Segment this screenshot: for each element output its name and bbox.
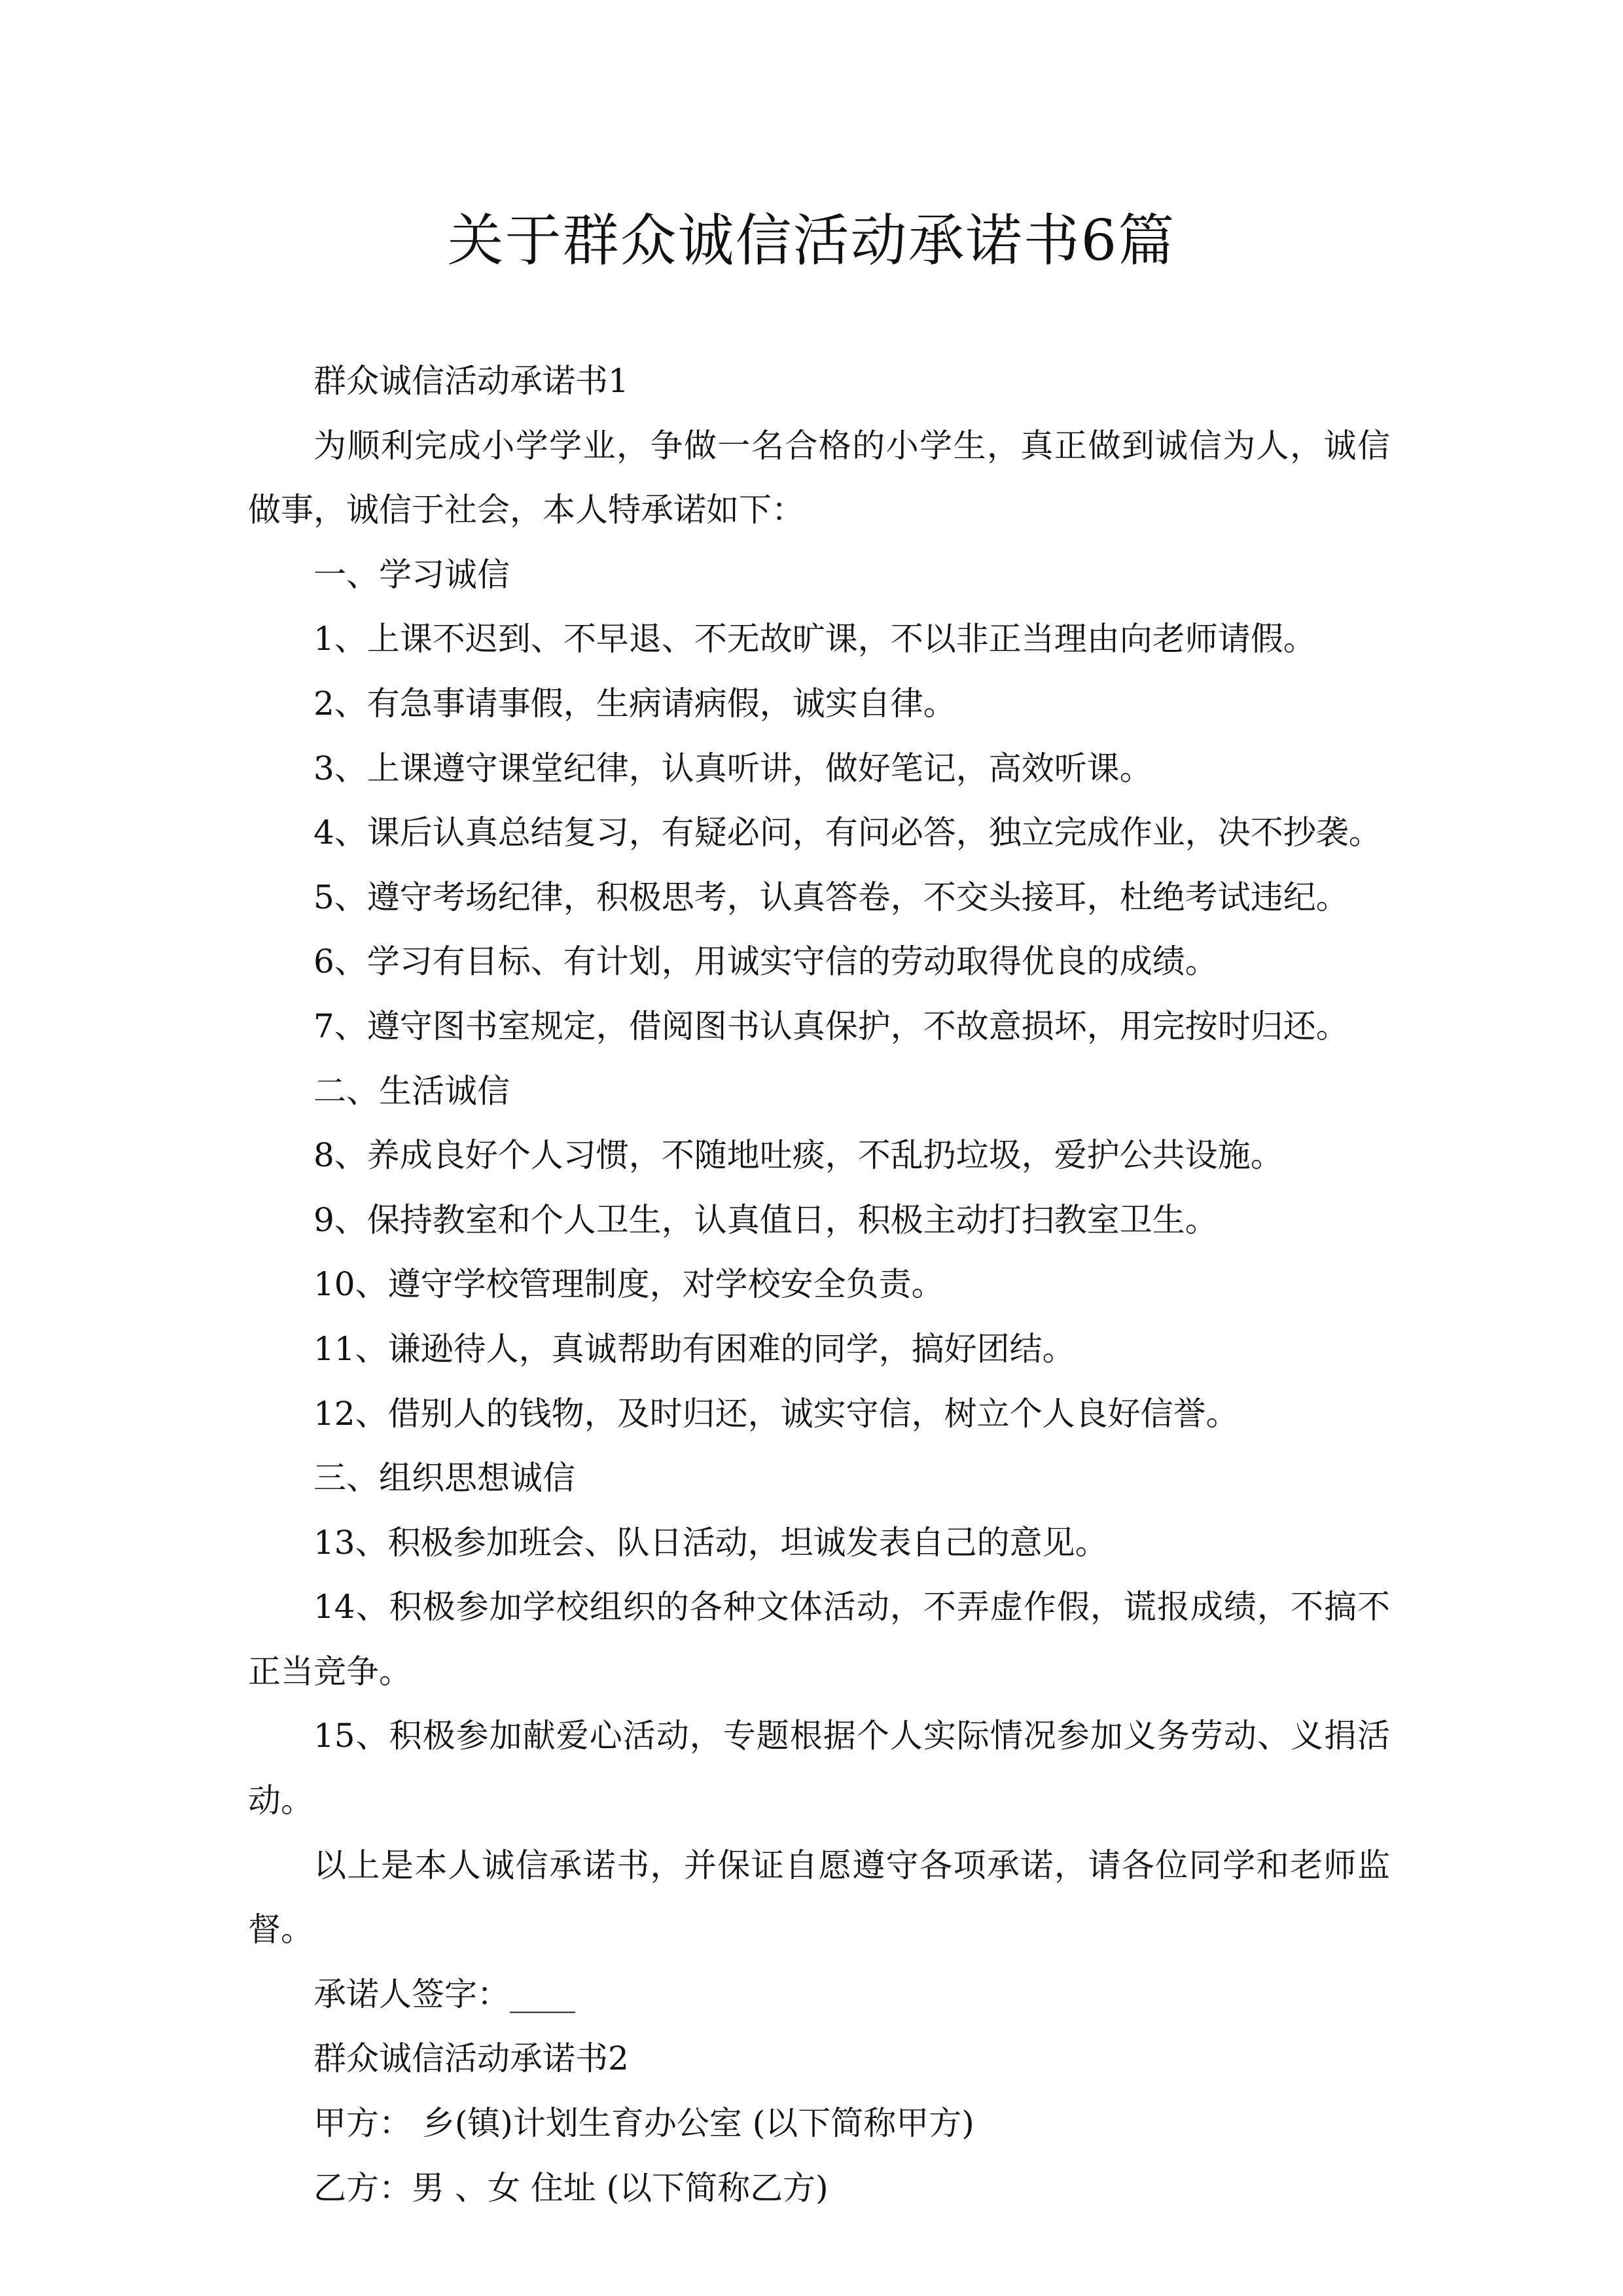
paragraph: 10、遵守学校管理制度，对学校安全负责。 bbox=[313, 1265, 944, 1304]
paragraph: 甲方： 乡(镇)计划生育办公室 (以下简称甲方) bbox=[313, 2104, 974, 2143]
paragraph: 1、上课不迟到、不早退、不无故旷课，不以非正当理由向老师请假。 bbox=[313, 620, 1316, 658]
paragraph: 12、借别人的钱物，及时归还，诚实守信，树立个人良好信誉。 bbox=[313, 1394, 1239, 1433]
paragraph: 二、生活诚信 bbox=[313, 1071, 510, 1110]
paragraph: 15、积极参加献爱心活动，专题根据个人实际情况参加义务劳动、义捐活动。 bbox=[248, 1717, 1390, 1820]
paragraph: 群众诚信活动承诺书1 bbox=[313, 362, 629, 400]
paragraph: 群众诚信活动承诺书2 bbox=[313, 2039, 629, 2078]
paragraph: 4、课后认真总结复习，有疑必问，有问必答，独立完成作业，决不抄袭。 bbox=[313, 814, 1382, 852]
paragraph: 2、有急事请事假，生病请病假，诚实自律。 bbox=[313, 684, 956, 723]
document-title: 关于群众诚信活动承诺书6篇 bbox=[447, 208, 1176, 274]
paragraph: 以上是本人诚信承诺书，并保证自愿遵守各项承诺，请各位同学和老师监督。 bbox=[248, 1846, 1390, 1949]
paragraph: 为顺利完成小学学业，争做一名合格的小学生，真正做到诚信为人，诚信做事，诚信于社会，本人特承诺如下： bbox=[248, 426, 1390, 529]
paragraph: 11、谦逊待人，真诚帮助有困难的同学，搞好团结。 bbox=[313, 1329, 1075, 1368]
paragraph: 13、积极参加班会、队日活动，坦诚发表自己的意见。 bbox=[313, 1523, 1108, 1562]
paragraph: 三、组织思想诚信 bbox=[313, 1459, 575, 1498]
paragraph: 14、积极参加学校组织的各种文体活动，不弄虚作假，谎报成绩，不搞不正当竞争。 bbox=[248, 1588, 1390, 1691]
paragraph: 3、上课遵守课堂纪律，认真听讲，做好笔记，高效听课。 bbox=[313, 749, 1152, 787]
paragraph: 9、保持教室和个人卫生，认真值日，积极主动打扫教室卫生。 bbox=[313, 1200, 1218, 1239]
paragraph: 5、遵守考场纪律，积极思考，认真答卷，不交头接耳，杜绝考试违纪。 bbox=[313, 878, 1349, 916]
paragraph: 乙方：男 、女 住址 (以下简称乙方) bbox=[313, 2168, 829, 2207]
paragraph: 7、遵守图书室规定，借阅图书认真保护，不故意损坏，用完按时归还。 bbox=[313, 1007, 1349, 1045]
paragraph: 6、学习有目标、有计划，用诚实守信的劳动取得优良的成绩。 bbox=[313, 942, 1218, 981]
paragraph: 一、学习诚信 bbox=[313, 555, 510, 594]
paragraph: 承诺人签字：____ bbox=[313, 1975, 575, 2013]
paragraph: 8、养成良好个人习惯，不随地吐痰，不乱扔垃圾，爱护公共设施。 bbox=[313, 1136, 1283, 1175]
document-body bbox=[248, 349, 1390, 2220]
